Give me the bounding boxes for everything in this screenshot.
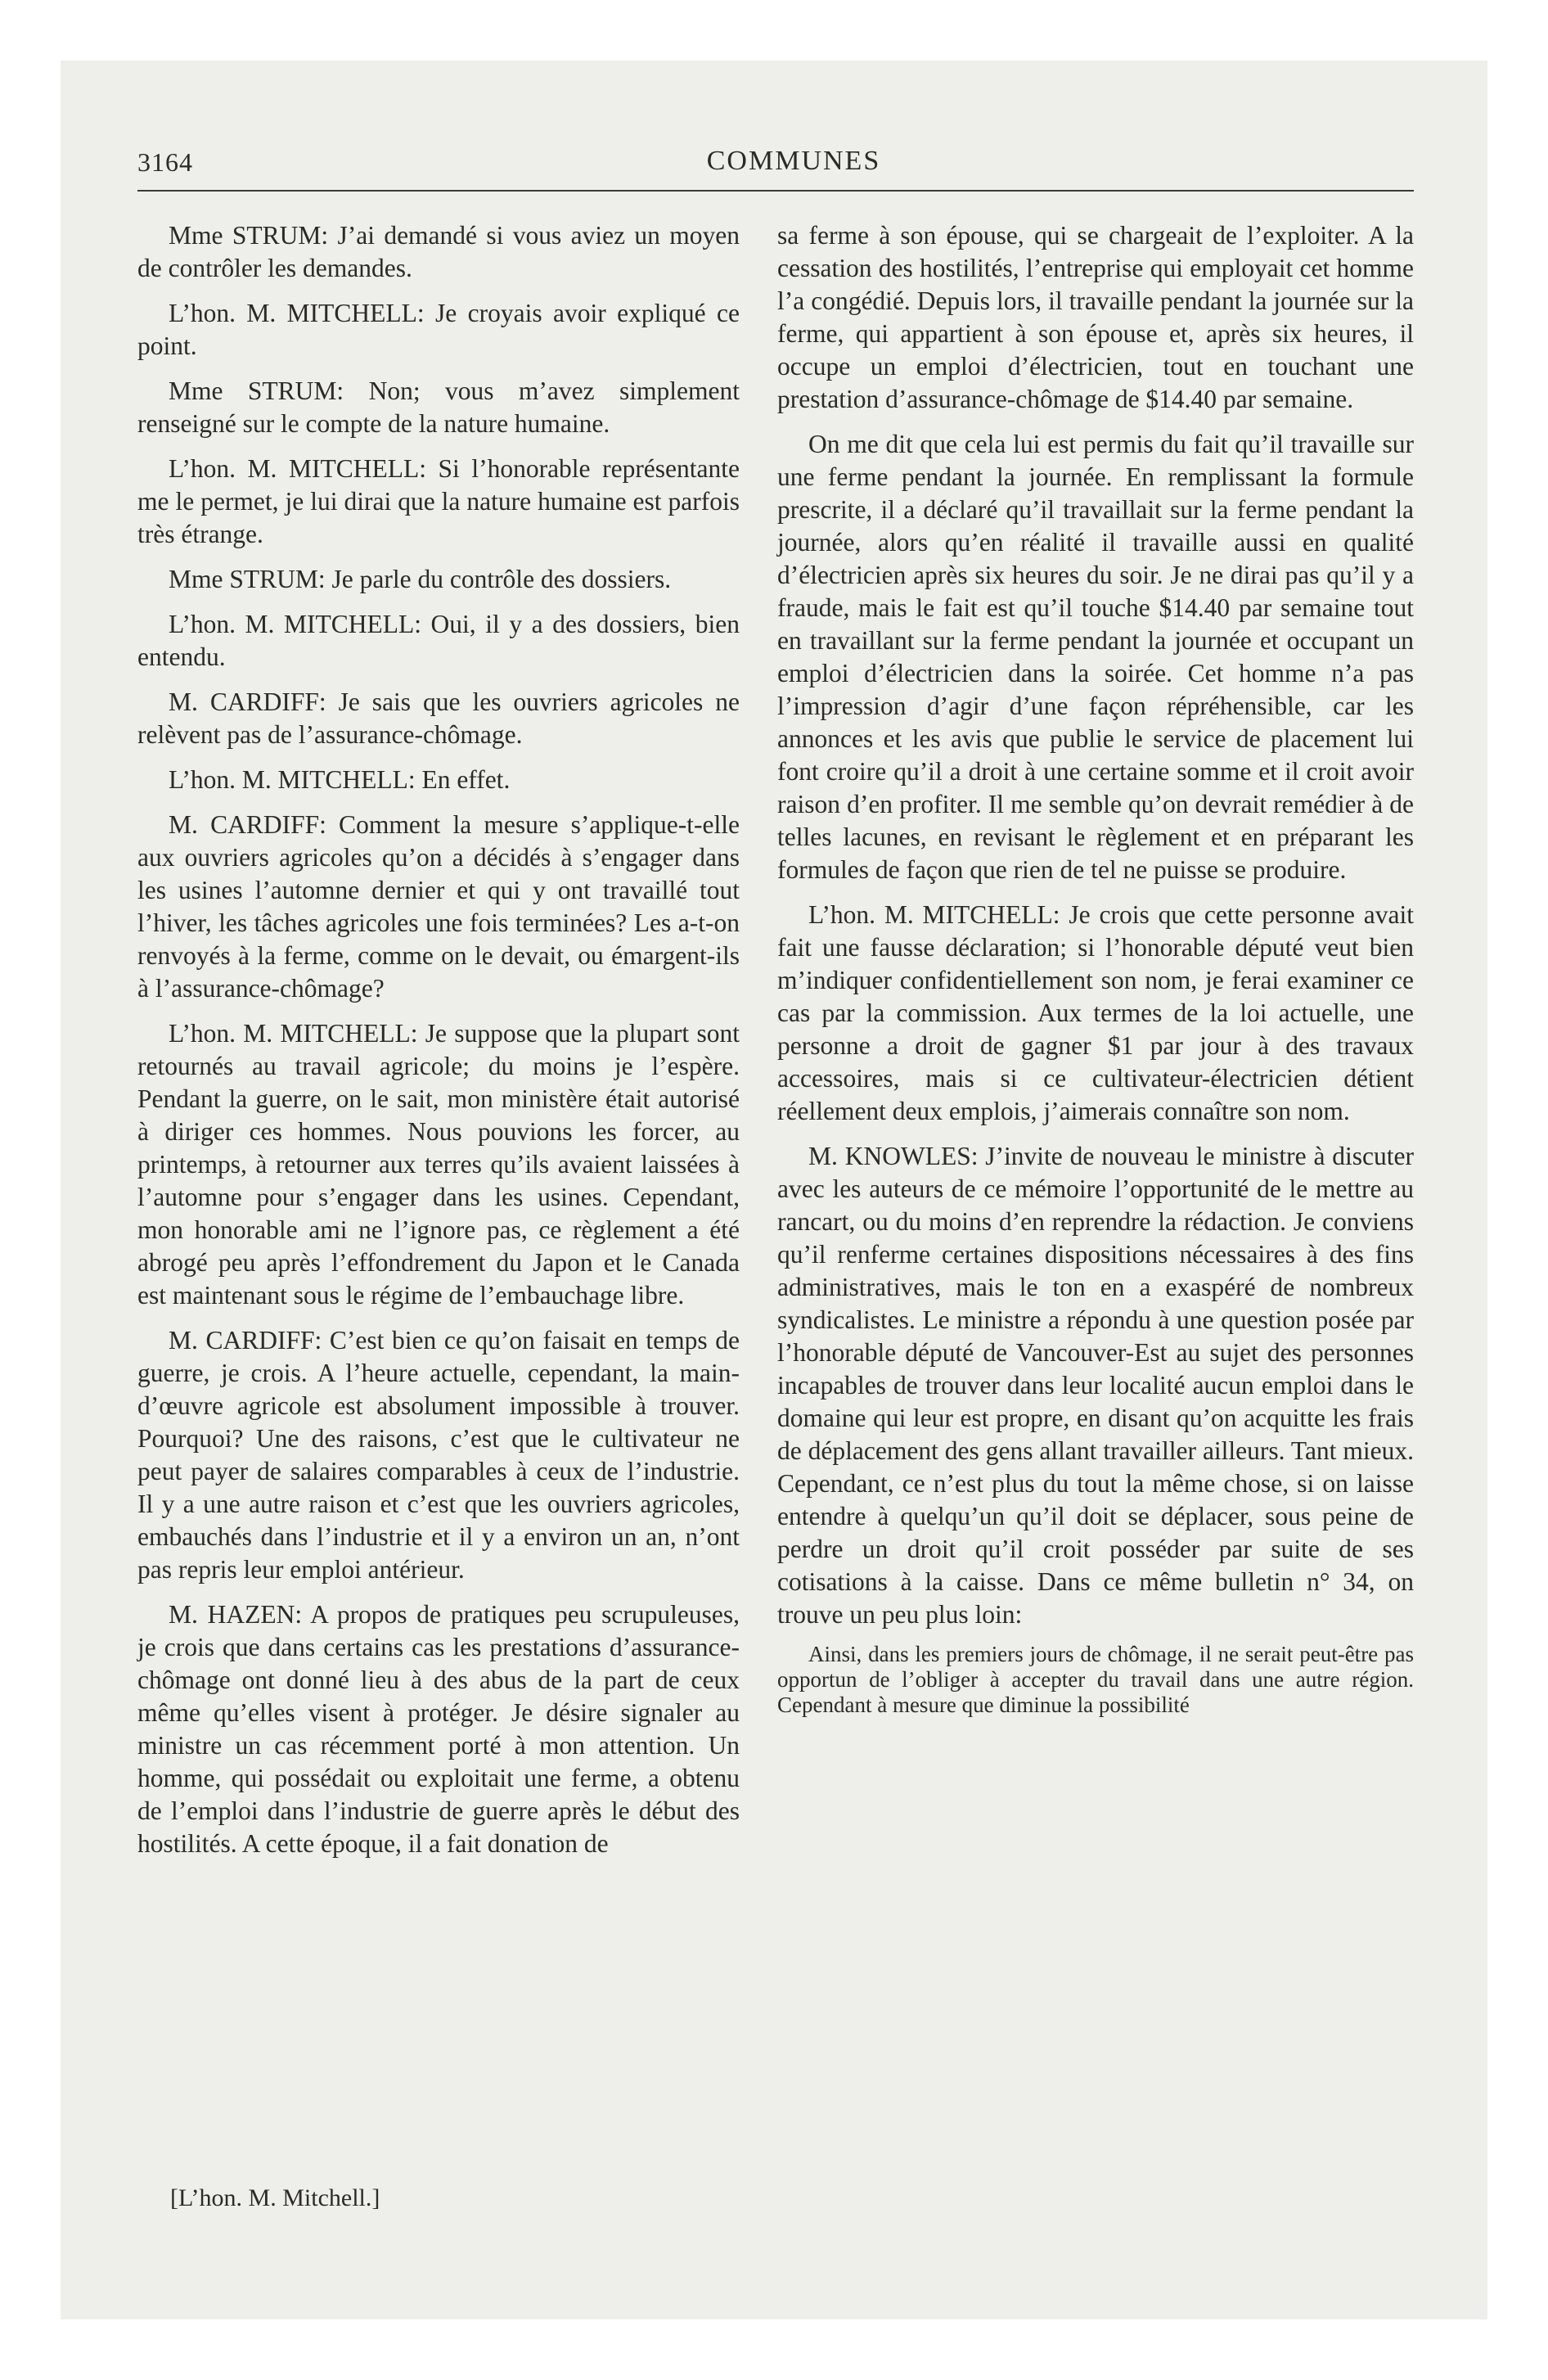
paragraph: Mme STRUM: Non; vous m’avez simplement renseigné sur le compte de la nature humaine. bbox=[137, 376, 740, 438]
paragraph: M. CARDIFF: Comment la mesure s’applique-t-elle aux ouvriers agricoles qu’on a décidés à s’engager dans les usines l’automne dernier et qui y ont travaillé tout l’hiver, les tâches agricoles une fois terminées? Les a-t-on renvoyés à la ferme, comme on le devait, ou émargent-ils à l’assurance-chômage? bbox=[137, 810, 740, 1003]
paragraph: L’hon. M. MITCHELL: Je croyais avoir expliqué ce point. bbox=[137, 299, 740, 360]
speaker-signature: [L’hon. M. Mitchell.] bbox=[170, 2184, 380, 2211]
paragraph: M. KNOWLES: J’invite de nouveau le ministre à discuter avec les auteurs de ce mémoire l’opportunité de le mettre au rancart, ou du moins d’en reprendre la rédaction. Je conviens qu’il renferme certaines dispositions nécessaires à des fins administratives, mais le ton en a exaspéré de nombreux syndicalistes. Le ministre a répondu à une question posée par l’honorable député de Vancouver-Est au sujet des personnes incapables de trouver dans leur localité aucun emploi dans le domaine qui leur est propre, en disant qu’on acquitte les frais de déplacement des gens allant travailler ailleurs. Tant mieux. Cependant, ce n’est plus du tout la même chose, si on laisse entendre à quelqu’un qu’il doit se déplacer, sous peine de perdre un droit qu’il croit posséder par suite de ses cotisations à la caisse. Dans ce même bulletin n° 34, on trouve un peu plus loin: bbox=[777, 1142, 1414, 1629]
page-number: 3164 bbox=[137, 147, 193, 177]
paragraph: M. HAZEN: A propos de pratiques peu scrupuleuses, je crois que dans certains cas les prestations d’assurance-chômage ont donné lieu à des abus de la part de ceux même qu’elles visent à protéger. Je désire signaler au ministre un cas récemment porté à mon attention. Un homme, qui possédait ou exploitait une ferme, a obtenu de l’emploi dans l’industrie de guerre après le début des hostilités. A cette époque, il a fait donation de bbox=[137, 1600, 740, 1858]
left-column bbox=[137, 219, 740, 1873]
header-rule bbox=[137, 190, 1414, 192]
paragraph: M. CARDIFF: Je sais que les ouvriers agricoles ne relèvent pas de l’assurance-chômage. bbox=[137, 687, 740, 749]
paragraph: On me dit que cela lui est permis du fait qu’il travaille sur une ferme pendant la journée. En remplissant la formule prescrite, il a déclaré qu’il travaillait sur la ferme pendant la journée, alors qu’en réalité il travaille aussi en qualité d’électricien après six heures du soir. Je ne dirai pas qu’il y a fraude, mais le fait est qu’il touche $14.40 par semaine tout en travaillant sur la ferme pendant la journée et occupant un emploi d’électricien dans la soirée. Cet homme n’a pas l’impression d’agir d’une façon répréhensible, car les annonces et les avis que publie le service de placement lui font croire qu’il a droit à une certaine somme et il croit avoir raison d’en profiter. Il me semble qu’on devrait remédier à de telles lacunes, en revisant le règlement et en préparant les formules de façon que rien de tel ne puisse se produire. bbox=[777, 430, 1414, 884]
paragraph: Mme STRUM: J’ai demandé si vous aviez un moyen de contrôler les demandes. bbox=[137, 221, 740, 282]
running-head: COMMUNES bbox=[706, 146, 881, 176]
right-column bbox=[777, 219, 1414, 1730]
paragraph-continued: sa ferme à son épouse, qui se chargeait de l’exploiter. A la cessation des hostilités, l’entreprise qui employait cet homme l’a congédié. Depuis lors, il travaille pendant la journée sur la ferme, qui appartient à son épouse et, après six heures, il occupe un emploi d’électricien, tout en touchant une prestation d’assurance-chômage de $14.40 par semaine. bbox=[777, 221, 1414, 413]
paragraph: Mme STRUM: Je parle du contrôle des dossiers. bbox=[169, 565, 672, 593]
paragraph: L’hon. M. MITCHELL: Si l’honorable représentante me le permet, je lui dirai que la nature humaine est parfois très étrange. bbox=[137, 454, 740, 548]
paragraph: L’hon. M. MITCHELL: En effet. bbox=[169, 765, 511, 794]
paragraph: L’hon. M. MITCHELL: Je suppose que la plupart sont retournés au travail agricole; du moins je l’espère. Pendant la guerre, on le sait, mon ministère était autorisé à diriger ces hommes. Nous pouvions les forcer, au printemps, à retourner aux terres qu’ils avaient laissées à l’automne pour s’engager dans les usines. Cependant, mon honorable ami ne l’ignore pas, ce règlement a été abrogé peu après l’effondrement du Japon et le Canada est maintenant sous le régime de l’embauchage libre. bbox=[137, 1019, 740, 1309]
paragraph: L’hon. M. MITCHELL: Je crois que cette personne avait fait une fausse déclaration; si l’honorable député veut bien m’indiquer confidentiellement son nom, je ferai examiner ce cas par la commission. Aux termes de la loi actuelle, une personne a droit de gagner $1 par jour à des travaux accessoires, mais si ce cultivateur-électricien détient réellement deux emplois, j’aimerais connaître son nom. bbox=[777, 900, 1414, 1125]
paragraph: L’hon. M. MITCHELL: Oui, il y a des dossiers, bien entendu. bbox=[137, 610, 740, 671]
paragraph: M. CARDIFF: C’est bien ce qu’on faisait en temps de guerre, je crois. A l’heure actuelle, cependant, la main-d’œuvre agricole est absolument impossible à trouver. Pourquoi? Une des raisons, c’est que le cultivateur ne peut payer de salaires comparables à ceux de l’industrie. Il y a une autre raison et c’est que les ouvriers agricoles, embauchés dans l’industrie et il y a environ un an, n’ont pas repris leur emploi antérieur. bbox=[137, 1326, 740, 1584]
block-quote: Ainsi, dans les premiers jours de chômage, il ne serait peut-être pas opportun de l’obliger à accepter du travail dans une autre région. Cependant à mesure que diminue la possibilité bbox=[777, 1642, 1414, 1717]
